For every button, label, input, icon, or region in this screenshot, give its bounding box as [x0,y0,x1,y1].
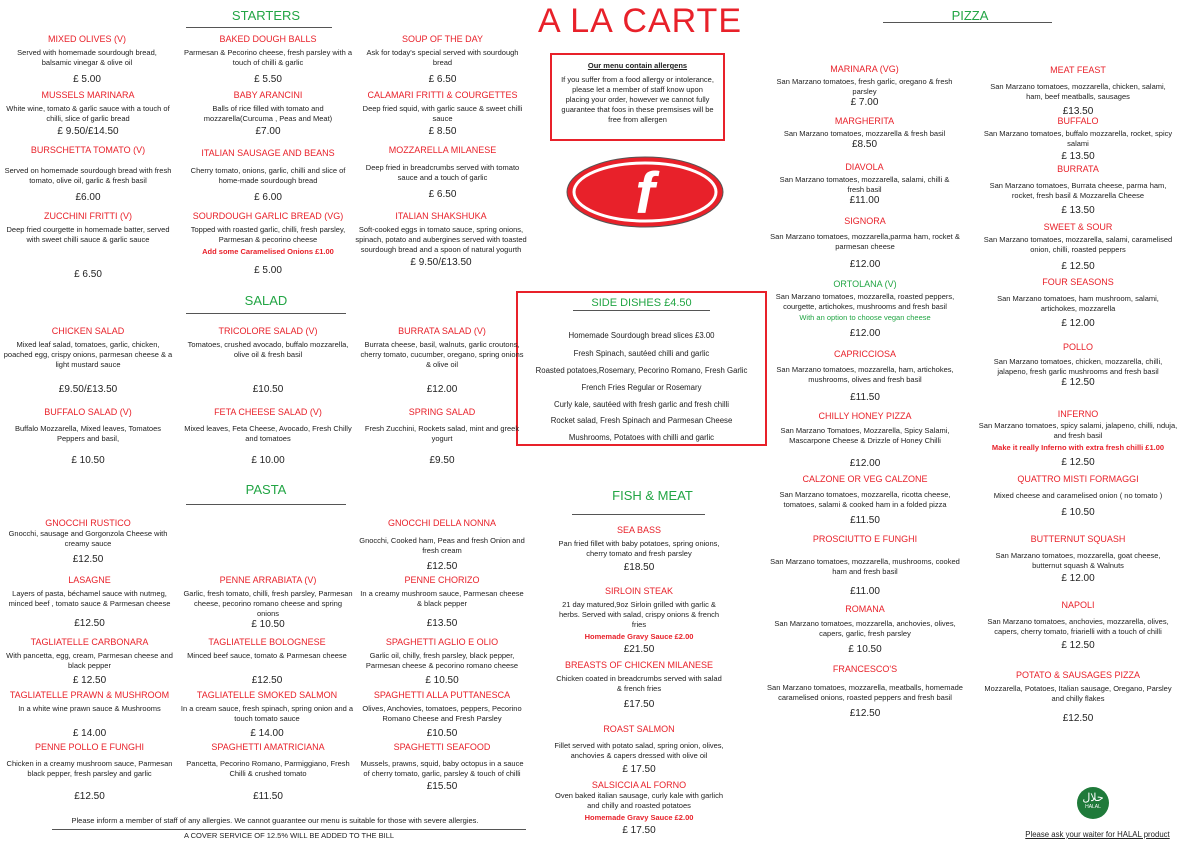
section-pasta: PASTA [245,482,287,497]
menu-item [2,689,177,740]
item-name: BABY ARANCINI [233,90,303,100]
item-price: £ 12.50 [72,675,107,686]
section-fish-meat: FISH & MEAT [612,488,693,503]
item-price: £11.50 [850,392,880,403]
item-name: SOUP OF THE DAY [401,34,484,44]
menu-item [183,33,353,86]
item-description: With pancetta, egg, cream, Parmesan cheese and black pepper [6,651,173,670]
item-price: £12.50 [74,791,105,802]
item-name: GNOCCHI RUSTICO [45,518,131,528]
item-price: £ 7.00 [850,97,879,108]
menu-item [2,89,174,138]
item-note: With an option to choose vegan cheese [799,313,931,322]
item-description: Served with homemade sourdough bread, balsamic vinegar & olive oil [17,48,157,67]
item-price: £9.50/£13.50 [58,384,118,395]
section-starters: STARTERS [231,8,301,23]
item-description: San Marzano tomatoes, ham mushroom, salami, artichokes, mozzarella [997,294,1159,313]
item-description: Pancetta, Pecorino Romano, Parmiggiano, Fresh Chilli & crushed tomato [186,759,350,778]
item-name: SWEET & SOUR [1043,222,1113,232]
menu-item [765,410,965,470]
menu-item [548,723,730,776]
item-name: TAGLIATELLE PRAWN & MUSHROOM [9,690,170,700]
menu-item [765,215,965,271]
cover-service-note: A COVER SERVICE OF 12.5% WILL BE ADDED TO THE BILL [183,831,395,840]
item-description: San Marzano tomatoes, anchovies, mozzarella, olives, capers, cherry tomato, friarielli with a touch of chilli [987,617,1169,636]
item-price: £ 17.50 [622,764,656,775]
item-price: £ 10.50 [848,644,882,655]
item-extra: Homemade Gravy Sauce £2.00 [584,813,694,822]
item-description: Buffalo Mozzarella, Mixed leaves, Tomatoes Peppers and basil, [14,424,162,443]
item-name: TAGLIATELLE CARBONARA [30,637,149,647]
menu-title: A LA CARTE [537,2,743,40]
item-price: £6.00 [75,192,101,203]
item-price: £10.50 [252,384,284,395]
item-price: £ 12.50 [1061,640,1095,651]
item-description: San Marzano tomatoes, mozzarella & fresh basil [783,129,946,138]
menu-item [183,210,353,277]
menu-item [183,574,353,631]
item-price: £ 12.50 [1061,377,1095,388]
item-name: SIRLOIN STEAK [604,586,674,596]
item-name: SPAGHETTI AMATRICIANA [211,742,325,752]
item-description: Topped with roasted garlic, chilli, fresh parsley, Parmesan & pecorino cheese [190,225,346,244]
item-price: £ 9.50/£14.50 [57,126,119,137]
item-name: ROAST SALMON [603,724,675,734]
item-description: San Marzano tomatoes, mozzarella, salami, chilli & fresh basil [779,175,950,194]
menu-item [983,473,1173,519]
item-description: San Marzano tomatoes, mozzarella, ricotta cheese, tomatoes, salami & cooked ham in a folded pizza [779,490,951,509]
divider [883,22,1052,23]
menu-item [983,533,1173,585]
item-description: San Marzano tomatoes, Burrata cheese, parma ham, rocket, fresh basil & Mozzarella Cheese [989,181,1167,200]
item-name: SALSICCIA AL FORNO [591,780,687,790]
menu-item [358,325,526,396]
menu-item [2,574,177,630]
item-price: £ 5.50 [254,74,282,85]
item-name: QUATTRO MISTI FORMAGGI [1017,474,1139,484]
item-description: San Marzano tomatoes, mozzarella, salami, caramelised onion, chilli, roasted peppers [983,235,1173,254]
item-price: £18.50 [623,562,655,573]
menu-item [765,278,965,340]
item-price: £11.00 [849,195,880,206]
item-name: SPAGHETTI AGLIO E OLIO [385,637,499,647]
menu-item [772,161,957,207]
item-price: £12.00 [849,259,881,270]
item-extra: Make it really Inferno with extra fresh chilli £1.00 [991,443,1165,452]
item-price: £ 10.00 [251,455,285,466]
item-name: ROMANA [845,604,885,614]
item-name: TAGLIATELLE SMOKED SALMON [196,690,338,700]
item-name: MOZZARELLA MILANESE [388,145,497,155]
item-name: SEA BASS [616,525,662,535]
allergy-footer-note: Please inform a member of staff of any allergies. We cannot guarantee our menu is suitable for those with severe allergies. [71,816,479,825]
item-description: Olives, Anchovies, tomatoes, peppers, Pecorino Romano Cheese and Fresh Parsley [362,704,522,723]
menu-item [176,689,358,740]
item-name: POLLO [1062,342,1093,352]
item-description: Deep fried courgette in homemade batter, served with sweet chilli sauce & garlic sauce [6,225,170,244]
item-name: MARGHERITA [834,116,895,126]
allergen-notice [550,53,725,141]
item-description: San Marzano tomatoes, mozzarella, meatballs, homemade caramelised onions, roasted peppers and fresh basil [767,683,963,702]
menu-item [358,406,526,467]
item-price: £ 10.50 [71,455,105,466]
item-name: SPRING SALAD [408,407,476,417]
item-name: POTATO & SAUSAGES PIZZA [1015,670,1141,680]
menu-item [183,741,353,803]
halal-note: Please ask your waiter for HALAL product [1025,830,1170,839]
menu-item [2,33,172,86]
item-price: £ 6.00 [254,192,282,203]
item-name: BURSCHETTA TOMATO (V) [30,145,146,155]
menu-item [358,574,526,630]
item-description: San Marzano tomatoes, mozzarella, chicken, salami, ham, beef meatballs, sausages [990,82,1166,101]
item-name: MUSSELS MARINARA [41,90,135,100]
item-price: £ 6.50 [74,269,102,280]
item-price: £13.50 [426,618,458,629]
item-description: Fresh Zucchini, Rockets salad, mint and greek yogurt [364,424,520,443]
item-name: PROSCIUTTO E FUNGHI [812,534,918,544]
item-name: BREASTS OF CHICKEN MILANESE [564,660,714,670]
item-name: ITALIAN SAUSAGE AND BEANS [201,148,335,158]
side-dish-item: Curly kale, sautéed with fresh garlic and fresh chilli [553,400,730,409]
item-price: £12.50 [1062,713,1094,724]
side-dishes-box [516,291,767,446]
item-price: £ 8.50 [428,126,457,137]
item-name: ITALIAN SHAKSHUKA [395,211,487,221]
item-name: FETA CHEESE SALAD (V) [214,407,322,417]
menu-item [358,636,526,687]
menu-item [765,603,965,656]
menu-item [183,89,353,138]
item-description: Layers of pasta, béchamel sauce with nutmeg, minced beef , tomato sauce & Parmesan cheese [8,589,171,608]
side-dish-item: Fresh Spinach, sautéed chilli and garlic [573,349,710,358]
menu-item [553,659,725,711]
item-price: £ 10.50 [251,619,285,630]
menu-item [183,406,353,467]
menu-item [983,115,1173,163]
item-price: £12.00 [426,384,458,395]
item-description: Fillet served with potato salad, spring onion, olives, anchovies & capers dressed with olive oil [554,741,724,760]
item-description: Burrata cheese, basil, walnuts, garlic croutons, cherry tomato, cucumber, oregano, spring onions & olive oil [360,340,524,369]
item-description: Parmesan & Pecorino cheese, fresh parsley with a touch of chilli & garlic [184,48,352,67]
item-name: INFERNO [1057,409,1099,419]
allergen-text: If you suffer from a food allergy or intolerance, please let a member of staff know upon placing your order, however we cannot fully guarantee that foos in these premsises will be free from allergen [561,75,714,124]
item-description: San Marzano tomatoes, mozzarella, roasted peppers, courgette, artichokes, mushrooms and fresh basil [775,292,955,311]
item-price: £12.50 [72,554,104,565]
item-description: In a cream sauce, fresh spinach, spring onion and a touch tomato sauce [180,704,354,723]
menu-item [2,636,177,687]
menu-item [978,599,1178,652]
menu-item [360,89,525,138]
menu-item [358,517,526,573]
item-name: BURRATA [1057,164,1099,174]
item-name: CHILLY HONEY PIZZA [818,411,912,421]
item-description: Served on homemade sourdough bread with fresh tomato, olive oil, garlic & fresh basil [4,166,172,185]
item-description: Garlic oil, chilly, fresh parsley, black pepper, Parmesan cheese & pecorino romano cheese [365,651,519,670]
menu-item [765,473,965,527]
item-name: MIXED OLIVES (V) [47,34,127,44]
allergen-heading: Our menu contain allergens [587,61,688,70]
menu-item [2,517,174,566]
item-price: £11.50 [253,791,283,802]
item-name: FOUR SEASONS [1042,277,1114,287]
item-name: SPAGHETTI ALLA PUTTANESCA [373,690,511,700]
item-price: £10.50 [426,728,458,739]
item-price: £ 14.00 [250,728,284,739]
item-price: £9.50 [429,455,455,466]
item-description: Mussels, prawns, squid, baby octopus in a sauce of cherry tomato, garlic, parsley & touch of chilli [360,759,524,778]
item-name: PENNE POLLO E FUNGHI [34,742,145,752]
item-name: NAPOLI [1061,600,1095,610]
item-name: TRICOLORE SALAD (V) [218,326,318,336]
menu-item [183,147,353,204]
menu-item [2,210,174,281]
item-description: Chicken coated in breadcrumbs served with salad & french fries [556,674,722,693]
item-name: PENNE CHORIZO [404,575,480,585]
item-extra: Add some Caramelised Onions £1.00 [202,247,334,256]
item-name: CHICKEN SALAD [51,326,125,336]
menu-item [360,144,525,201]
item-name: CALAMARI FRITTI & COURGETTES [367,90,518,100]
menu-item [2,144,174,204]
item-name: SOURDOUGH GARLIC BREAD (VG) [192,211,344,221]
item-price: £ 10.50 [425,675,459,686]
item-price: £ 10.50 [1061,507,1095,518]
item-extra: Homemade Gravy Sauce £2.00 [584,632,694,641]
item-name: SIGNORA [844,216,886,226]
item-name: FRANCESCO'S [832,664,898,674]
item-description: San Marzano tomatoes, mozzarella, anchovies, olives, capers, garlic, fresh parsley [774,619,956,638]
menu-item [183,325,353,396]
item-description: Pan fried fillet with baby potatoes, spring onions, cherry tomato and fresh parsley [558,539,720,558]
item-price: £ 6.50 [428,74,457,85]
item-description: Garlic, fresh tomato, chilli, fresh parsley, Parmesan cheese, pecorino romano cheese and spring onions [183,589,353,618]
item-description: Balls of rice filled with tomato and mozzarella(Curcuma , Peas and Meat) [203,104,333,123]
item-description: In a white wine prawn sauce & Mushrooms [18,704,161,713]
item-name: ZUCCHINI FRITTI (V) [44,211,132,221]
item-name: BUTTERNUT SQUASH [1030,534,1126,544]
item-price: £12.50 [74,618,105,629]
divider [186,27,332,28]
item-description: San Marzano tomatoes, buffalo mozzarella, rocket, spicy salami [983,129,1173,148]
item-price: £21.50 [623,644,655,655]
item-name: BAKED DOUGH BALLS [219,34,317,44]
menu-item [983,163,1173,217]
item-price: £ 13.50 [1061,205,1095,216]
item-description: San Marzano tomatoes, mozzarella,parma ham, rocket & parmesan cheese [770,232,960,251]
item-name: TAGLIATELLE BOLOGNESE [208,637,326,647]
menu-item [983,221,1173,273]
item-price: £12.00 [849,328,881,339]
menu-item [2,406,174,467]
side-dishes-title: SIDE DISHES £4.50 [573,297,709,311]
side-dish-item: Mushrooms, Potatoes with chilli and garlic [568,433,715,442]
item-price: £ 17.50 [622,825,656,836]
menu-item [553,779,725,837]
item-price: £ 5.00 [73,74,101,85]
item-name: CALZONE OR VEG CALZONE [802,474,928,484]
item-description: San Marzano tomatoes, fresh garlic, oregano & fresh parsley [776,77,953,96]
item-description: Mixed leaf salad, tomatoes, garlic, chicken, poached egg, crispy onions, parmesan cheese & a light mustard sauce [3,340,173,369]
menu-item [553,585,725,656]
menu-item [765,533,965,598]
item-price: £12.00 [849,458,881,469]
item-description: San Marzano tomatoes, mozzarella, mushrooms, cooked ham and fresh basil [770,557,960,576]
menu-item [983,341,1173,389]
divider [572,514,705,515]
item-description: Deep fried in breadcrumbs served with tomato sauce and a touch of garlic [365,163,520,182]
menu-item [360,33,525,86]
item-description: Soft-cooked eggs in tomato sauce, spring onions, spinach, potato and aubergines served with toasted sourdough bread and a spoon of natural yogurth [355,225,527,254]
menu-item [983,276,1173,330]
item-name: SPAGHETTI SEAFOOD [393,742,491,752]
menu-item [978,408,1178,469]
side-dish-item: French Fries Regular or Rosemary [581,383,702,392]
item-description: Gnocchi, Cooked ham, Peas and fresh Onion and fresh cream [359,536,525,555]
item-description: San Marzano Tomatoes, Mozzarella, Spicy Salami, Mascarpone Cheese & Drizzle of Honey Chilli [780,426,950,445]
halal-badge-icon: حلال HALAL [1077,787,1109,819]
item-price: £ 12.50 [1061,457,1095,468]
item-price: £ 12.00 [1061,573,1095,584]
item-name: BUFFALO SALAD (V) [44,407,132,417]
item-price: £8.50 [851,139,878,150]
item-description: Oven baked italian sausage, curly kale with garlich and chilly and roasted potatoes [554,791,723,810]
section-pizza: PIZZA [951,8,989,23]
item-price: £ 12.50 [1061,261,1095,272]
item-price: £12.50 [849,708,881,719]
item-name: BURRATA SALAD (V) [398,326,486,336]
item-description: San Marzano tomatoes, mozzarella, ham, artichokes, mushrooms, olives and fresh basil [776,365,954,384]
item-description: Mozzarella, Potatoes, Italian sausage, Oregano, Parsley and chilly flakes [984,684,1172,703]
menu-item [2,741,177,803]
side-dish-item: Homemade Sourdough bread slices £3.00 [568,331,715,340]
item-description: Deep fried squid, with garlic sauce & sweet chilli sauce [362,104,523,123]
item-price: £ 9.50/£13.50 [410,257,472,268]
item-price: £12.50 [426,561,458,572]
divider [186,313,346,314]
menu-item [765,348,965,404]
menu-item [772,115,957,151]
item-price: £7.00 [255,126,281,137]
item-name: ORTOLANA (V) [833,279,897,289]
item-price: £ 12.00 [1061,318,1095,329]
item-name: PENNE ARRABIATA (V) [219,575,317,585]
item-description: Cherry tomato, onions, garlic, chilli and slice of home-made sourdough bread [190,166,346,185]
item-price: £11.00 [850,586,880,597]
menu-item [2,325,174,396]
menu-item [772,63,957,109]
menu-item [983,669,1173,725]
menu-item [358,741,526,793]
divider [186,504,346,505]
item-price: £13.50 [1062,106,1094,117]
side-dish-item: Rocket salad, Fresh Spinach and Parmesan Cheese [550,416,733,425]
item-price: £ 5.00 [254,265,282,276]
item-description: In a creamy mushroom sauce, Parmesan cheese & black pepper [360,589,524,608]
item-name: GNOCCHI DELLA NONNA [387,518,497,528]
item-description: Tomatoes, crushed avocado, buffalo mozzarella, olive oil & fresh basil [187,340,349,359]
item-description: White wine, tomato & garlic sauce with a touch of chilli, slice of garlic bread [6,104,170,123]
item-name: BUFFALO [1057,116,1099,126]
item-description: 21 day matured,9oz Sirloin grilled with garlic & herbs. Served with salad, crispy onions & french fries [558,600,720,629]
logo-letter: f [635,161,655,226]
item-name: LASAGNE [68,575,111,585]
item-name: CAPRICCIOSA [833,349,896,359]
menu-item [358,689,526,740]
restaurant-logo [565,155,725,234]
item-name: MEAT FEAST [1050,65,1106,75]
menu-item [553,524,725,574]
menu-item [176,636,358,687]
item-price: £11.50 [850,515,880,526]
item-description: Minced beef sauce, tomato & Parmesan cheese [187,651,347,660]
divider [52,829,526,830]
item-price: £ 13.50 [1061,151,1095,162]
menu-item [352,210,530,269]
item-price: £ 6.50 [428,189,457,200]
item-name: MARINARA (VG) [830,64,899,74]
item-price: £12.50 [251,675,283,686]
item-price: £15.50 [426,781,458,792]
item-price: £17.50 [623,699,655,710]
item-description: Mixed cheese and caramelised onion ( no tomato ) [993,491,1163,500]
item-description: San Marzano tomatoes, chicken, mozzarella, chilli, jalapeno, fresh garlic mushrooms and fresh basil [993,357,1163,376]
item-description: San Marzano tomatoes, mozzarella, goat cheese, butternut squash & Walnuts [995,551,1161,570]
menu-item [983,64,1173,118]
item-price: £ 14.00 [72,728,107,739]
item-description: Mixed leaves, Feta Cheese, Avocado, Fresh Chilly and tomatoes [184,424,352,443]
item-description: Ask for today's special served with sourdough bread [366,48,519,67]
item-name: DIAVOLA [845,162,884,172]
item-description: San Marzano tomatoes, spicy salami, jalapeno, chilli, nduja, and fresh basil [978,421,1178,440]
menu-item [765,663,965,720]
section-salad: SALAD [244,293,288,308]
item-description: Gnocchi, sausage and Gorgonzola Cheese with creamy sauce [8,529,168,548]
side-dish-item: Roasted potatoes,Rosemary, Pecorino Romano, Fresh Garlic [535,366,748,375]
item-description: Chicken in a creamy mushroom sauce, Parmesan black pepper, fresh parsley and garlic [6,759,173,778]
